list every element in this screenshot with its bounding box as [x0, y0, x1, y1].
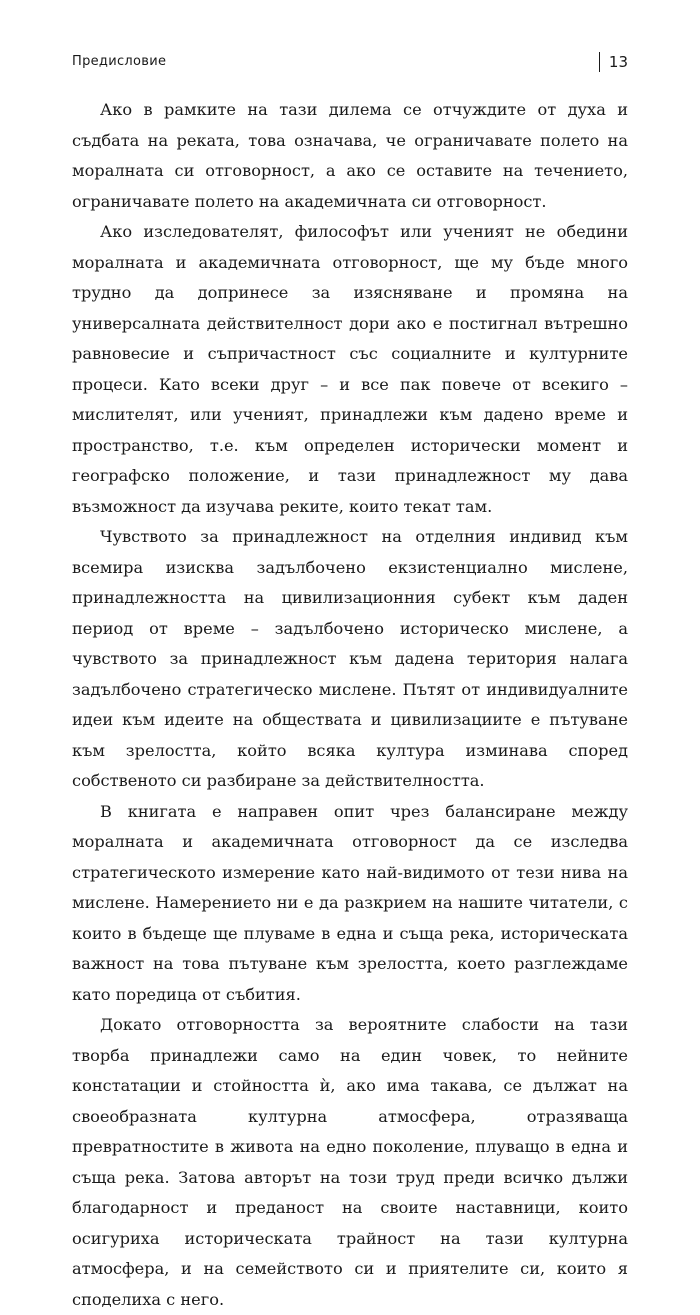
paragraph: Ако изследователят, философът или ученият не обедини моралната и академичната отговорност, ще му бъде много трудно да допринесе за изясняване и промяна на универсалната действителност дори ако е постигнал вътрешно равновесие и съпричастност със социалните и културните процеси. Като всеки друг – и все пак повече от всекиго – мислителят, или ученият, принадлежи към дадено време и пространство, т.е. към определен исторически момент и географско положение, и тази принадлежност му дава възможност да изучава реките, които текат там.	[72, 222, 628, 516]
paragraph: Чувството за принадлежност на отделния индивид към всемира изисква задълбочено екзистенциално мислене, принадлежността на цивилизационния субект към даден период от време – задълбочено историческо мислене, а чувството за принадлежност към дадена територия налага задълбочено стратегическо мислене. Пътят от индивидуалните идеи към идеите на обществата и цивилизациите е пътуване към зрелостта, който всяка култура изминава според собственото си разбиране за действителността.	[72, 527, 628, 790]
paragraph: Докато отговорността за вероятните слабости на тази творба принадлежи само на един човек, то нейните констатации и стойността ѝ, ако има такава, се дължат на своеобразната културна атмосфера, отразяваща превратностите в живота на едно поколение, плуващо в една и съща река. Затова авторът на този труд преди всичко дължи благодарност и преданост на своите наставници, които осигуриха историческата трайност на тази културна атмосфера, и на семейството си и приятелите си, които я споделиха с него.	[72, 1015, 628, 1309]
paragraph: Ако в рамките на тази дилема се отчуждите от духа и съдбата на реката, това означава, че ограничавате полето на моралната си отговорност, а ако се оставите на течението, ограничавате полето на академичната си отговорност.	[72, 100, 628, 211]
running-head	[72, 52, 628, 74]
paragraph: В книгата е направен опит чрез балансиране между моралната и академичната отговорност да се изследва стратегическото измерение като най-видимото от тези нива на мислене. Намерението ни е да разкрием на нашите читатели, с които в бъдеще ще плуваме в една и съща река, историческата важност на това пътуване към зрелостта, което разглеждаме като поредица от събития.	[72, 801, 628, 1004]
page-number: 13	[599, 52, 628, 72]
body-text	[72, 95, 628, 1315]
running-title: Предисловие	[72, 54, 167, 69]
